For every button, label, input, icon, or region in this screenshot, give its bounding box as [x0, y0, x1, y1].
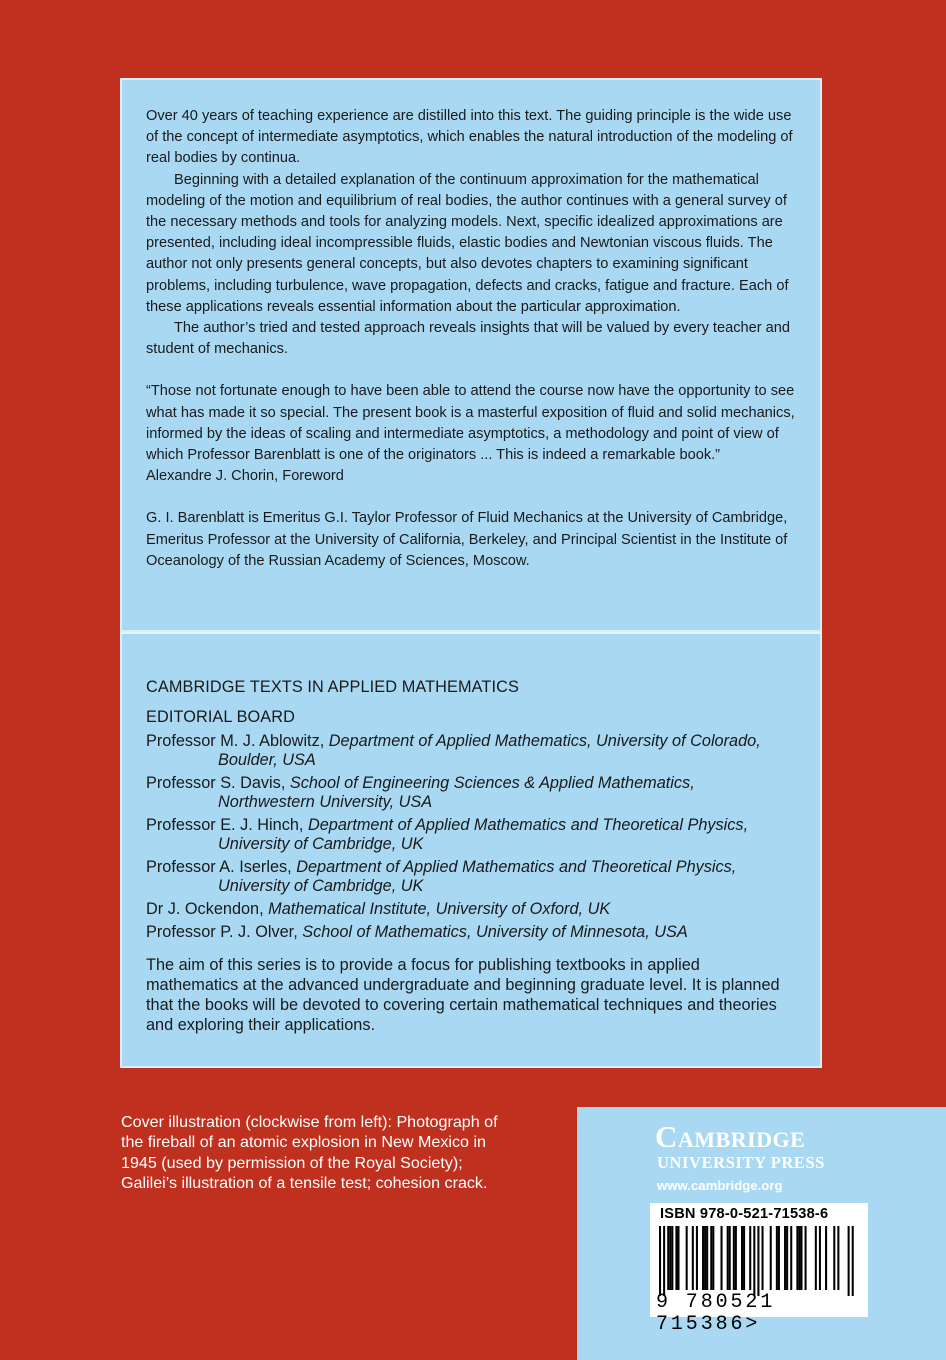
barcode-bar	[659, 1226, 661, 1296]
barcode-bar	[805, 1226, 807, 1290]
barcode-bar	[790, 1226, 792, 1290]
barcode-bar	[733, 1226, 735, 1290]
barcode-bar	[729, 1226, 731, 1290]
description-panel	[120, 78, 822, 632]
barcode-bar	[706, 1226, 708, 1290]
barcode-bar	[848, 1226, 850, 1296]
barcode-bar	[786, 1226, 788, 1290]
member-affiliation: Mathematical Institute, University of Oxford, UK	[268, 900, 611, 918]
isbn-barcode	[650, 1203, 868, 1336]
barcode-bar	[749, 1226, 751, 1290]
description-paragraph-1: Over 40 years of teaching experience are distilled into this text. The guiding principle is the wide use of the concept of intermediate asymptotics, which enables the natural introduction of the modeling of real bodies by continua.	[146, 108, 793, 167]
barcode-bar	[735, 1226, 737, 1290]
barcode-bar	[712, 1226, 714, 1290]
board-member	[146, 816, 796, 854]
member-affiliation: School of Engineering Sciences & Applied Mathematics, Northwestern University, USA	[218, 774, 695, 811]
member-affiliation: Department of Applied Mathematics and Theoretical Physics, University of Cambridge, UK	[218, 816, 749, 853]
board-member	[146, 900, 796, 919]
barcode-bar	[669, 1226, 671, 1290]
barcode-bar	[727, 1226, 729, 1290]
editorial-board-list	[146, 732, 796, 942]
barcode-bar	[667, 1226, 669, 1290]
series-aim: The aim of this series is to provide a focus for publishing textbooks in applied mathematics at the advanced undergraduate and beginning graduate level. It is planned that the books will be devoted to covering certain mathematical techniques and theories and exploring their applications.	[146, 956, 780, 1034]
member-affiliation: Department of Applied Mathematics and Theoretical Physics, University of Cambridge, UK	[218, 858, 737, 895]
publisher-website: www.cambridge.org	[657, 1178, 783, 1193]
barcode-bar	[741, 1226, 743, 1290]
barcode-bar	[778, 1226, 780, 1290]
board-member	[146, 774, 796, 812]
board-member	[146, 858, 796, 896]
barcode-bar	[833, 1226, 835, 1290]
barcode-bar	[686, 1226, 688, 1290]
cover-caption: Cover illustration (clockwise from left): Photograph of the fireball of an atomic explosion in New Mexico in 1945 (used by permission of the Royal Society); Galilei’s illustration of a tensile test; cohesion crack.	[121, 1113, 498, 1193]
barcode-bar	[743, 1226, 745, 1290]
barcode-bar	[757, 1226, 759, 1296]
member-name: Professor P. J. Olver,	[146, 923, 298, 941]
description-paragraph-3: The author’s tried and tested approach reveals insights that will be valued by every teacher and student of mechanics.	[146, 320, 791, 358]
barcode-bar	[825, 1226, 827, 1290]
isbn-label: ISBN 978-0-521-71538-6	[660, 1206, 829, 1222]
member-affiliation: School of Mathematics, University of Minnesota, USA	[302, 923, 688, 941]
member-name: Professor A. Iserles,	[146, 858, 292, 876]
barcode-bar	[770, 1226, 772, 1290]
barcode-bar	[696, 1226, 698, 1290]
barcode-bar	[837, 1226, 839, 1290]
barcode-bar	[815, 1226, 817, 1290]
barcode-bar	[819, 1226, 821, 1290]
barcode-bar	[852, 1226, 854, 1296]
barcode-bar	[710, 1226, 712, 1290]
ean-number: 9 780521 715386	[656, 1291, 776, 1336]
board-member	[146, 923, 796, 942]
barcode-bar	[663, 1226, 665, 1296]
barcode-bar	[704, 1226, 706, 1290]
barcode-bar	[800, 1226, 802, 1290]
editorial-board-label: EDITORIAL BOARD	[146, 708, 295, 726]
ean-digits	[656, 1292, 870, 1336]
barcode-bar	[671, 1226, 673, 1290]
barcode-bar	[675, 1226, 677, 1290]
barcode-bar	[776, 1226, 778, 1290]
description-paragraph-2: Beginning with a detailed explanation of the continuum approximation for the mathematical modeling of the motion and equilibrium of real bodies, the author continues with a general survey of the necessary methods and tools for analyzing models. Next, specific idealized approximations are presented, including ideal incompressible fluids, elastic bodies and Newtonian viscous fluids. The author not only presents general concepts, but also devotes chapters to examining significant problems, including turbulence, wave propagation, defects and cracks, fatigue and fracture. Each of these applications reveals essential information about the particular approximation.	[146, 171, 789, 315]
quiet-zone-arrow: >	[745, 1313, 761, 1336]
series-panel	[120, 632, 822, 1068]
spacer	[146, 487, 796, 508]
barcode-bar	[677, 1226, 679, 1290]
series-title: CAMBRIDGE TEXTS IN APPLIED MATHEMATICS	[146, 678, 519, 696]
spacer	[146, 360, 796, 381]
review-attribution: Alexandre J. Chorin, Foreword	[146, 468, 344, 485]
barcode-bar	[762, 1226, 764, 1290]
author-bio: G. I. Barenblatt is Emeritus G.I. Taylor Professor of Fluid Mechanics at the University of Cambridge, Emeritus Professor at the University of California, Berkeley, and Principal Scientist in the Institute of Oceanology of the Russian Academy of Sciences, Moscow.	[146, 510, 788, 569]
member-name: Professor M. J. Ablowitz,	[146, 732, 325, 750]
barcode-bar	[798, 1226, 800, 1290]
board-member	[146, 732, 796, 770]
barcode-bar	[796, 1226, 798, 1290]
barcode-bar	[692, 1226, 694, 1290]
barcode-bar	[702, 1226, 704, 1290]
member-name: Professor E. J. Hinch,	[146, 816, 304, 834]
barcode-bar	[753, 1226, 755, 1296]
publisher-subtitle: UNIVERSITY PRESS	[657, 1153, 826, 1172]
member-name: Dr J. Ockendon,	[146, 900, 264, 918]
barcode-bar	[721, 1226, 723, 1290]
publisher-logo-name: Cambridge	[655, 1119, 806, 1154]
review-quote: “Those not fortunate enough to have been able to attend the course now have the opportunity to see what has made it so special. The present book is a masterful exposition of fluid and solid mechanics, informed by the ideas of scaling and intermediate asymptotics, a methodology and point of view of which Professor Barenblatt is one of the originators ... This is indeed a remarkable book.”	[146, 383, 795, 464]
member-name: Professor S. Davis,	[146, 774, 286, 792]
barcode-bar	[784, 1226, 786, 1290]
member-affiliation: Department of Applied Mathematics, University of Colorado, Boulder, USA	[218, 732, 761, 769]
